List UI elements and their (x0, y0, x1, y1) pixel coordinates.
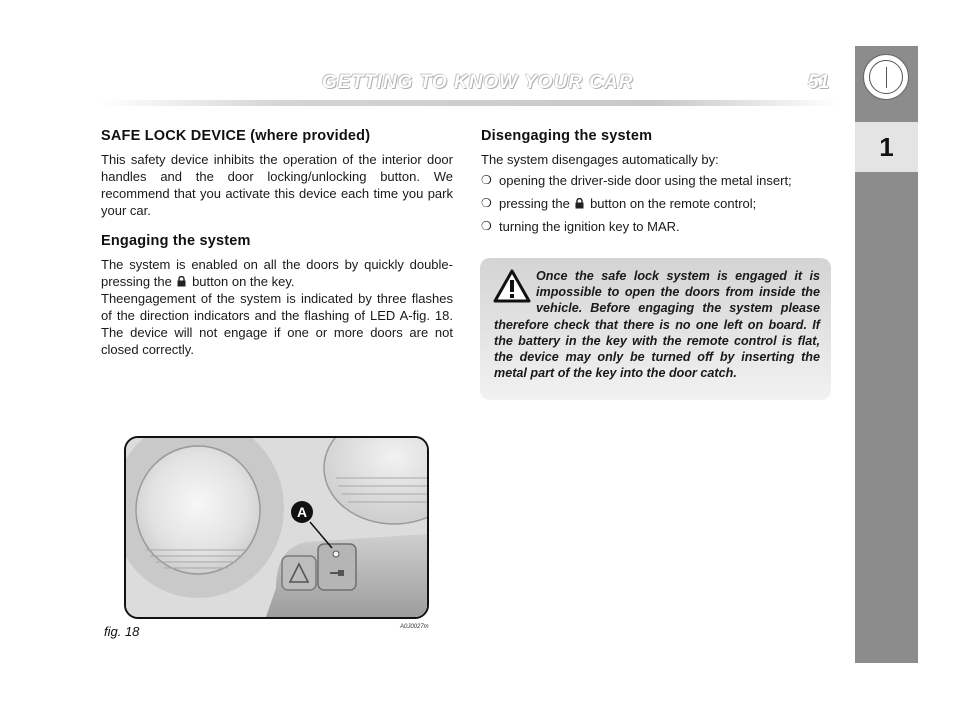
engaging-text-before-icon: The system is enabled on all the doors by quickly double-pressing the (101, 257, 453, 289)
bullet-mark: ❍ (481, 219, 492, 233)
left-column (101, 128, 453, 358)
list-item (481, 195, 833, 212)
disengaging-intro: The system disengages automatically by: (481, 152, 719, 167)
engagement-indication-paragraph: Theengagement of the system is indicated by three flashes of the direction indicators and the flashing of LED A-fig. 18. The device will not engage if one or more doors are not closed correctly. (101, 291, 453, 357)
hazard-button (282, 556, 316, 590)
logo-inner-ring (869, 60, 903, 94)
engaging-text-after-icon: button on the key. (192, 274, 295, 289)
warning-icon-spacer (494, 268, 536, 314)
callout-a-label: A (296, 504, 308, 520)
warning-text-block (494, 268, 820, 381)
list-item (481, 172, 833, 189)
disengaging-list (481, 172, 833, 235)
page-number: 51 (808, 72, 830, 93)
alfa-romeo-badge-icon (863, 54, 909, 100)
list-item-text (499, 195, 756, 212)
list-item-text-before-icon: pressing the (499, 196, 570, 211)
figure-caption: fig. 18 (104, 624, 140, 639)
section-heading-safe-lock: SAFE LOCK DEVICE (where provided) (101, 128, 371, 144)
warning-text: Once the safe lock system is engaged it is impossible to open the doors from inside the vehicle. Before engaging the system please therefore check that there is no one left on board. If the battery in the key with the remote control is flat, the device may only be turned off by inserting the metal part of the key into the door catch. (494, 269, 820, 381)
logo-divider (886, 67, 887, 88)
left-air-vent (136, 446, 260, 574)
list-item-text: opening the driver-side door using the metal insert; (499, 173, 792, 188)
figure-18-dashboard-photo (124, 436, 429, 619)
header-rule (100, 100, 840, 106)
list-item (481, 218, 833, 235)
list-item-text-after-icon: button on the remote control; (590, 196, 757, 211)
lock-icon (575, 198, 584, 209)
dashboard-illustration (126, 438, 427, 617)
list-item-text: turning the ignition key to MAR. (499, 219, 680, 234)
right-column (481, 128, 833, 241)
warning-box (480, 258, 831, 400)
lock-icon (177, 276, 186, 287)
chapter-number: 1 (879, 131, 894, 162)
chapter-indicator (855, 122, 918, 172)
section-heading-engaging: Engaging the system (101, 233, 251, 249)
engaging-paragraph (101, 256, 453, 290)
bullet-mark: ❍ (481, 196, 492, 210)
section-heading-disengaging: Disengaging the system (481, 128, 653, 144)
led-a-indicator (333, 551, 339, 557)
header-title: GETTING TO KNOW YOUR CAR (322, 72, 634, 93)
bullet-mark: ❍ (481, 173, 492, 187)
figure-code: A0J0027m (400, 624, 429, 630)
safe-lock-description: This safety device inhibits the operation of the interior door handles and the door locking/unlocking button. We recommend that you activate this device each time you park your car. (101, 152, 453, 218)
